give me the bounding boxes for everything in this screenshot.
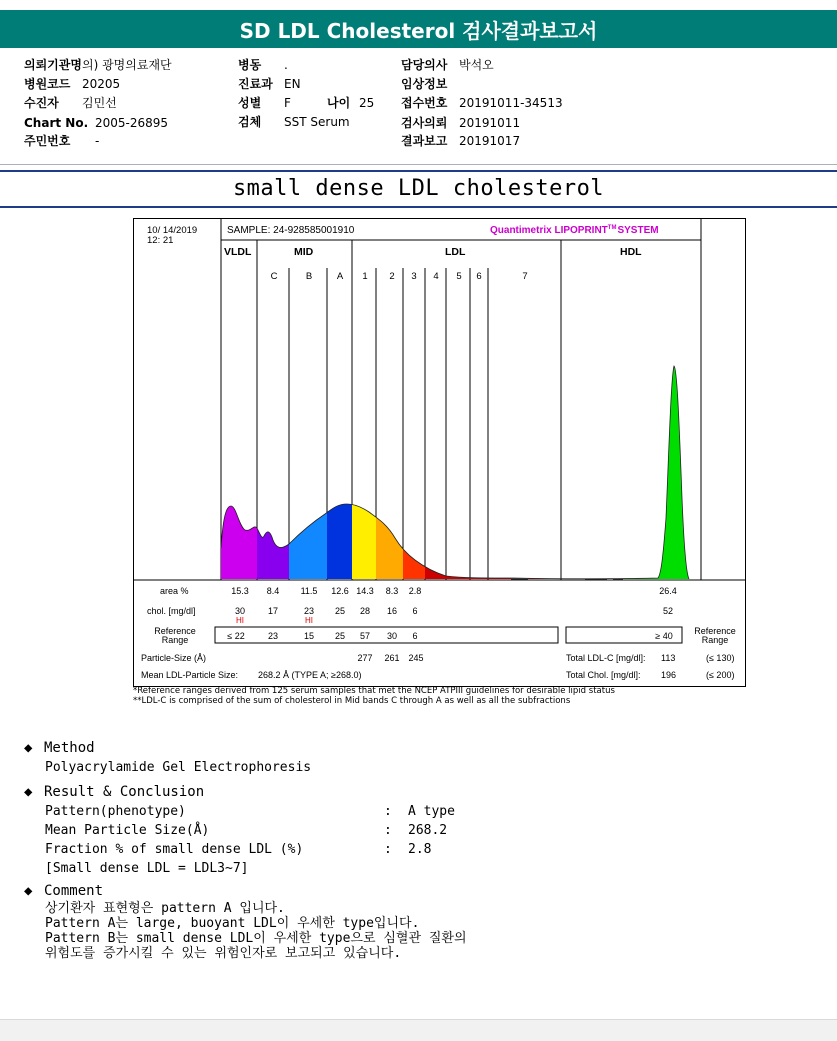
report-notes: [133, 686, 615, 706]
comment-line: Pattern B는 small dense LDL이 우세한 type으로 심혈관 질환의: [45, 931, 467, 946]
divider: [0, 164, 837, 165]
chol-value: 16: [386, 606, 398, 616]
info-receipt-no: 접수번호 20191011-34513: [401, 96, 563, 110]
chol-value: 52: [662, 606, 674, 616]
method-text: Polyacrylamide Gel Electrophoresis: [45, 760, 312, 775]
band-label: 6: [476, 271, 482, 282]
band-label: 1: [362, 271, 368, 282]
total-chol-label: Total Chol. [mg/dl]:: [566, 670, 641, 680]
chol-value: 6: [412, 606, 418, 616]
chol-value: 17: [267, 606, 279, 616]
row-label-area: area %: [160, 586, 189, 596]
info-hospital-code: 병원코드 20205: [24, 77, 121, 91]
info-report-date: 결과보고 20191017: [401, 134, 521, 148]
method-heading: ◆ Method: [24, 740, 95, 756]
band-label: 2: [389, 271, 395, 282]
info-request-date: 검사의뢰 20191011: [401, 116, 521, 130]
group-mid: MID: [294, 246, 314, 258]
row-label-range-right: Range: [701, 635, 729, 645]
chol-value: 23: [303, 606, 315, 616]
info-specimen: 검체 SST Serum: [238, 115, 350, 129]
total-ldl-ref: (≤ 130): [706, 653, 735, 663]
particle-size: 277: [357, 653, 373, 663]
info-institution: 의뢰기관명의) 광명의료재단: [24, 58, 172, 72]
mean-value: 268.2 Å (TYPE A; ≥268.0): [258, 670, 362, 680]
row-label-size: Particle-Size (Å): [141, 653, 207, 663]
comment-heading: ◆ Comment: [24, 883, 104, 899]
area-value: 8.4: [266, 586, 280, 596]
hi-flag: HI: [305, 616, 313, 625]
comment-line: 상기환자 표현형은 pattern A 입니다.: [45, 901, 285, 916]
total-chol-ref: (≤ 200): [706, 670, 735, 680]
report-frame: [134, 219, 746, 687]
divider: [0, 206, 837, 208]
ref-value: 15: [303, 631, 315, 641]
result-row: Pattern(phenotype) : A type: [45, 804, 455, 819]
chol-value: 30: [234, 606, 246, 616]
total-chol-value: 196: [661, 670, 677, 680]
info-doctor: 담당의사 박석오: [401, 58, 494, 72]
hi-flag: HI: [236, 616, 244, 625]
lipoprint-report: [133, 218, 746, 701]
chol-value: 25: [334, 606, 346, 616]
ref-value: 6: [412, 631, 418, 641]
total-ldl-label: Total LDL-C [mg/dl]:: [566, 653, 646, 663]
note-line: **LDL-C is comprised of the sum of cholesterol in Mid bands C through A as well as all the subfractions: [133, 696, 571, 706]
area-value: 12.6: [331, 586, 349, 596]
row-label-ref-right: Reference: [694, 626, 736, 636]
page-footer: [0, 1019, 837, 1041]
band-label: B: [305, 271, 313, 282]
ref-value: 25: [334, 631, 346, 641]
band-label: C: [270, 271, 278, 282]
group-hdl: HDL: [620, 246, 642, 258]
report-title: SD LDL Cholesterol 검사결과보고서: [239, 18, 598, 43]
info-chart-no: Chart No. 2005-26895: [24, 116, 169, 130]
total-ldl-value: 113: [661, 653, 676, 663]
row-label-ref: Reference: [154, 626, 196, 636]
band-label: 3: [411, 271, 417, 282]
area-value: 11.5: [300, 586, 318, 596]
result-note: [Small dense LDL = LDL3~7]: [45, 861, 249, 876]
note-line: *Reference ranges derived from 125 serum samples that met the NCEP ATPIII guidelines for desirable lipid status: [133, 686, 615, 696]
info-resident-no: 주민번호 -: [24, 134, 100, 148]
diamond-bullet-icon: ◆: [24, 883, 33, 899]
report-brand: Quantimetrix LIPOPRINT™SYSTEM: [490, 225, 659, 236]
particle-size: 261: [384, 653, 400, 663]
info-age: 나이 25: [327, 96, 375, 110]
comment-section: [24, 881, 467, 961]
band-label: 4: [433, 271, 439, 282]
area-value: 15.3: [231, 586, 249, 596]
ref-value: ≤ 22: [227, 631, 245, 641]
method-section: [24, 738, 311, 777]
info-patient: 수진자 김민선: [24, 96, 117, 110]
result-section: [24, 782, 724, 878]
band-label: 5: [456, 271, 462, 282]
area-value: 8.3: [385, 586, 399, 596]
info-department: 진료과 EN: [238, 77, 301, 91]
diamond-bullet-icon: ◆: [24, 784, 33, 800]
area-value: 14.3: [356, 586, 374, 596]
result-heading: ◆ Result & Conclusion: [24, 784, 205, 800]
result-row: Mean Particle Size(Å) : 268.2: [45, 823, 448, 838]
info-ward: 병동 .: [238, 58, 288, 72]
info-clinical: 임상정보: [401, 77, 448, 91]
row-label-mean: Mean LDL-Particle Size:: [141, 670, 239, 680]
ref-value: 23: [267, 631, 279, 641]
section-title: small dense LDL cholesterol: [232, 176, 605, 201]
diamond-bullet-icon: ◆: [24, 740, 33, 756]
area-value: 26.4: [659, 586, 677, 596]
row-label-range: Range: [161, 635, 189, 645]
report-time: 12: 21: [147, 235, 174, 246]
report-date: 10/ 14/2019: [147, 225, 198, 236]
band-label: 7: [522, 271, 528, 282]
result-row: Fraction % of small dense LDL (%) : 2.8: [45, 842, 432, 857]
comment-line: 위험도를 증가시킬 수 있는 위험인자로 보고되고 있습니다.: [45, 946, 402, 961]
area-value: 2.8: [408, 586, 422, 596]
ref-value: 30: [386, 631, 398, 641]
row-label-chol: chol. [mg/dl]: [147, 606, 196, 616]
ref-value: 57: [359, 631, 371, 641]
band-label: A: [336, 271, 344, 282]
particle-size: 245: [408, 653, 424, 663]
ref-value: ≥ 40: [655, 631, 673, 641]
info-sex: 성별 F: [238, 96, 291, 110]
report-title-bar: [0, 10, 837, 48]
report-sample: SAMPLE: 24-928585001910: [227, 225, 355, 236]
comment-line: Pattern A는 large, buoyant LDL이 우세한 type입니다.: [45, 916, 420, 931]
group-vldl: VLDL: [224, 246, 252, 258]
group-ldl: LDL: [445, 246, 466, 258]
chol-value: 28: [359, 606, 371, 616]
